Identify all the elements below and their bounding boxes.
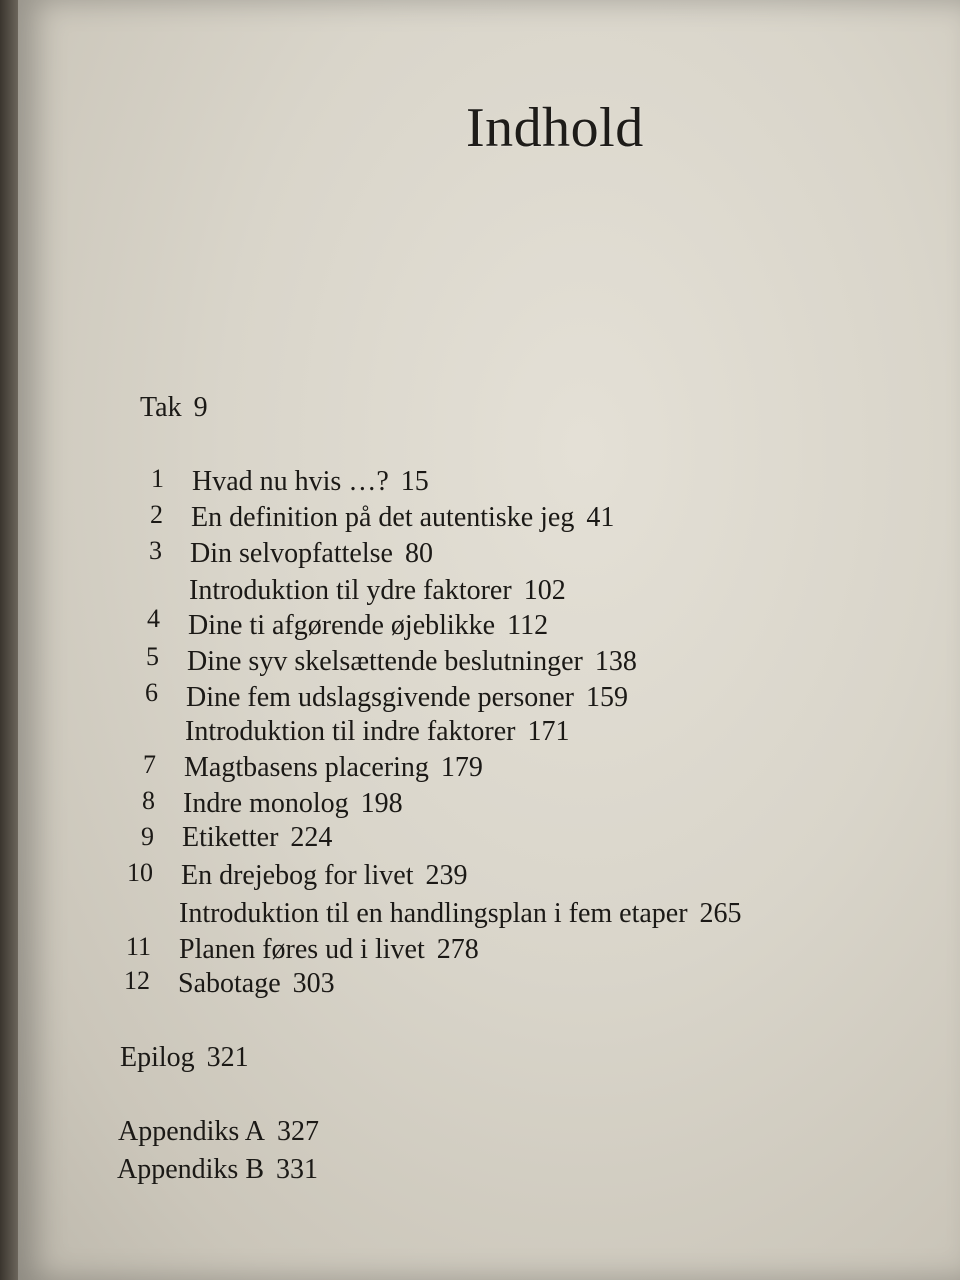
toc-entry-page: 41 [586, 502, 615, 533]
toc-entry-title: Hvad nu hvis …? [192, 466, 389, 497]
toc-entry-chapter [188, 612, 548, 640]
toc-entry-section [185, 718, 569, 746]
toc-entry-page: 239 [425, 860, 468, 891]
toc-entry-title: En drejebog for livet [181, 860, 414, 891]
toc-entry-title: Magtbasens placering [184, 752, 429, 783]
toc-entry-front [140, 394, 208, 422]
page-title: Indhold [466, 97, 644, 159]
toc-entry-title: Etiketter [182, 822, 279, 853]
toc-entry-chapter [190, 540, 433, 568]
toc-entry-page: 138 [594, 646, 637, 677]
chapter-number: 10 [127, 858, 153, 887]
toc-entry-chapter [178, 970, 335, 998]
toc-entry-page: 321 [206, 1042, 249, 1073]
chapter-number: 9 [141, 822, 154, 851]
toc-entry-chapter [179, 936, 479, 964]
toc-entry-page: 112 [507, 610, 549, 641]
toc-entry-page: 327 [277, 1116, 319, 1147]
toc-entry-chapter [191, 504, 614, 532]
toc-entry-back [117, 1156, 318, 1184]
toc-entry-page: 278 [436, 934, 479, 965]
toc-entry-page: 331 [276, 1154, 318, 1185]
toc-entry-title: Introduktion til indre faktorer [185, 716, 516, 747]
toc-entry-chapter [187, 648, 637, 676]
toc-entry-chapter [181, 862, 467, 890]
toc-entry-page: 159 [586, 682, 628, 713]
chapter-number: 2 [150, 500, 163, 529]
chapter-number: 11 [125, 932, 151, 961]
toc-entry-page: 102 [523, 575, 566, 606]
chapter-number: 3 [149, 536, 162, 565]
toc-entry-title: Dine syv skelsættende beslutninger [187, 646, 583, 677]
toc-entry-section [179, 900, 742, 928]
toc-entry-chapter [182, 824, 332, 852]
toc-entry-title: Dine ti afgørende øjeblikke [188, 610, 496, 641]
toc-entry-title: Din selvopfattelse [190, 538, 393, 569]
toc-entry-page: 303 [292, 968, 335, 999]
toc-entry-page: 224 [290, 822, 333, 853]
toc-entry-back [118, 1118, 319, 1146]
toc-entry-title: Introduktion til ydre faktorer [189, 575, 512, 606]
toc-entry-chapter [192, 468, 429, 496]
toc-entry-title: Planen føres ud i livet [179, 934, 425, 965]
toc-entry-title: Appendiks A [118, 1116, 265, 1147]
chapter-number: 5 [146, 642, 159, 671]
toc-entry-page: 265 [699, 898, 742, 929]
toc-entry-title: Indre monolog [183, 788, 349, 819]
toc-entry-title: Dine fem udslagsgivende personer [186, 682, 574, 713]
toc-entry-page: 179 [440, 752, 483, 783]
toc-entry-back [120, 1044, 249, 1072]
toc-entry-title: Sabotage [178, 968, 281, 999]
toc-entry-title: Tak [140, 392, 182, 423]
toc-entry-page: 198 [360, 788, 403, 819]
toc-entry-chapter [184, 754, 483, 782]
toc-entry-section [189, 577, 566, 605]
toc-entry-page: 80 [404, 538, 433, 569]
chapter-number: 4 [147, 604, 160, 633]
chapter-number: 8 [142, 786, 155, 815]
toc-entry-title: Epilog [120, 1042, 195, 1073]
toc-entry-chapter [186, 684, 628, 712]
toc-entry-page: 171 [527, 716, 570, 747]
chapter-number: 6 [145, 678, 158, 707]
toc-entry-title: Introduktion til en handlingsplan i fem etaper [179, 898, 688, 929]
toc-entry-title: Appendiks B [117, 1154, 264, 1185]
chapter-number: 12 [124, 966, 150, 995]
toc-entry-chapter [183, 790, 403, 818]
toc-entry-page: 9 [193, 392, 208, 423]
toc-entry-page: 15 [400, 466, 429, 497]
toc-entry-title: En definition på det autentiske jeg [191, 502, 575, 533]
chapter-number: 1 [151, 464, 164, 493]
chapter-number: 7 [143, 750, 156, 779]
